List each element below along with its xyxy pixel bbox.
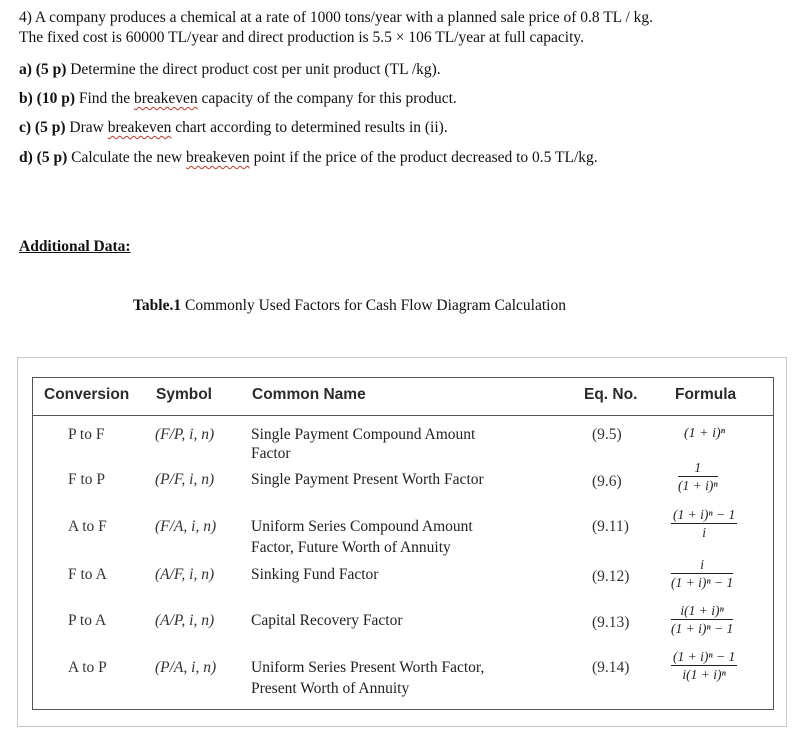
- row-2-formula-denominator: (1 + i)ⁿ: [678, 478, 718, 493]
- row-6-conversion: A to P: [68, 659, 107, 676]
- table-caption: [133, 297, 566, 315]
- row-1-conversion: P to F: [68, 426, 105, 443]
- row-3-formula-denominator: i: [702, 525, 706, 540]
- fraction-bar: [671, 573, 733, 574]
- row-6-eq: (9.14): [592, 659, 630, 676]
- header-symbol: Symbol: [156, 386, 212, 403]
- header-eq-no: Eq. No.: [584, 386, 638, 403]
- part-c-label: c) (5 p): [19, 119, 66, 136]
- header-conversion: Conversion: [44, 386, 130, 403]
- part-b: [19, 89, 457, 109]
- part-a-text: Determine the direct product cost per unit product (TL /kg).: [66, 61, 441, 78]
- part-b-post: capacity of the company for this product.: [197, 90, 457, 107]
- row-2-formula-numerator: 1: [694, 460, 702, 475]
- additional-data-heading: Additional Data:: [19, 238, 131, 255]
- row-4-formula-numerator: i: [700, 557, 704, 572]
- part-c: [19, 118, 448, 138]
- question-intro: [19, 8, 653, 48]
- row-3-name-line-2: Factor, Future Worth of Annuity: [251, 539, 451, 556]
- part-b-breakeven: breakeven: [133, 90, 198, 107]
- part-a: [19, 60, 441, 80]
- row-3-conversion: A to F: [68, 518, 107, 535]
- fraction-bar: [671, 619, 733, 620]
- row-1-formula: (1 + i)ⁿ: [684, 426, 726, 441]
- row-4-name-line-1: Sinking Fund Factor: [251, 566, 379, 583]
- fraction-bar: [678, 476, 718, 477]
- row-6-name-line-1: Uniform Series Present Worth Factor,: [251, 659, 485, 676]
- row-1-symbol: (F/P, i, n): [155, 426, 215, 443]
- row-2-eq: (9.6): [592, 473, 622, 490]
- row-4-formula: [671, 557, 733, 590]
- row-3-name-line-1: Uniform Series Compound Amount: [251, 518, 473, 535]
- part-d-post: point if the price of the product decreased to 0.5 TL/kg.: [249, 149, 598, 166]
- row-5-name-line-1: Capital Recovery Factor: [251, 612, 403, 629]
- row-3-formula-numerator: (1 + i)ⁿ − 1: [673, 507, 736, 522]
- table-caption-text: Commonly Used Factors for Cash Flow Diagram Calculation: [181, 297, 566, 314]
- part-b-label: b) (10 p): [19, 90, 75, 107]
- row-6-symbol: (P/A, i, n): [155, 659, 217, 676]
- row-5-conversion: P to A: [68, 612, 107, 629]
- table-header-divider: [32, 415, 774, 416]
- row-6-name-line-2: Present Worth of Annuity: [251, 680, 410, 697]
- row-5-formula-denominator: (1 + i)ⁿ − 1: [671, 621, 734, 636]
- row-4-symbol: (A/F, i, n): [155, 566, 215, 583]
- fraction-bar: [671, 665, 737, 666]
- table-caption-label: Table.1: [133, 297, 182, 314]
- part-d-label: d) (5 p): [19, 149, 68, 166]
- row-2-symbol: (P/F, i, n): [155, 471, 215, 488]
- row-1-name-line-2: Factor: [251, 445, 291, 462]
- part-c-breakeven: breakeven: [107, 119, 172, 136]
- row-3-formula: [671, 507, 737, 540]
- intro-line-2: The fixed cost is 60000 TL/year and direct production is 5.5 × 106 TL/year at full capacity.: [19, 29, 585, 46]
- row-4-conversion: F to A: [68, 566, 107, 583]
- row-5-symbol: (A/P, i, n): [155, 612, 215, 629]
- row-4-eq: (9.12): [592, 568, 630, 585]
- row-5-formula: [671, 603, 733, 636]
- row-3-symbol: (F/A, i, n): [155, 518, 217, 535]
- part-a-label: a) (5 p): [19, 61, 67, 78]
- intro-line-1: 4) A company produces a chemical at a rate of 1000 tons/year with a planned sale price of 0.8 TL / kg.: [19, 9, 654, 26]
- part-b-pre: Find the: [74, 90, 134, 107]
- fraction-bar: [671, 523, 737, 524]
- row-6-formula-numerator: (1 + i)ⁿ − 1: [673, 649, 736, 664]
- part-d: [19, 148, 598, 168]
- header-common-name: Common Name: [252, 386, 366, 403]
- row-1-eq: (9.5): [592, 426, 622, 443]
- row-6-formula: [671, 649, 737, 682]
- row-2-conversion: F to P: [68, 471, 106, 488]
- row-4-formula-denominator: (1 + i)ⁿ − 1: [671, 575, 734, 590]
- row-2-formula: [678, 460, 718, 493]
- part-d-breakeven: breakeven: [186, 149, 250, 166]
- header-formula: Formula: [675, 386, 737, 403]
- row-5-formula-numerator: i(1 + i)ⁿ: [680, 603, 724, 618]
- row-5-eq: (9.13): [592, 614, 630, 631]
- part-c-pre: Draw: [65, 119, 108, 136]
- row-1-name-line-1: Single Payment Compound Amount: [251, 426, 476, 443]
- row-3-eq: (9.11): [592, 518, 629, 535]
- part-c-post: chart according to determined results in (ii).: [171, 119, 448, 136]
- part-d-pre: Calculate the new: [67, 149, 187, 166]
- row-2-name-line-1: Single Payment Present Worth Factor: [251, 471, 484, 488]
- row-6-formula-denominator: i(1 + i)ⁿ: [682, 667, 726, 682]
